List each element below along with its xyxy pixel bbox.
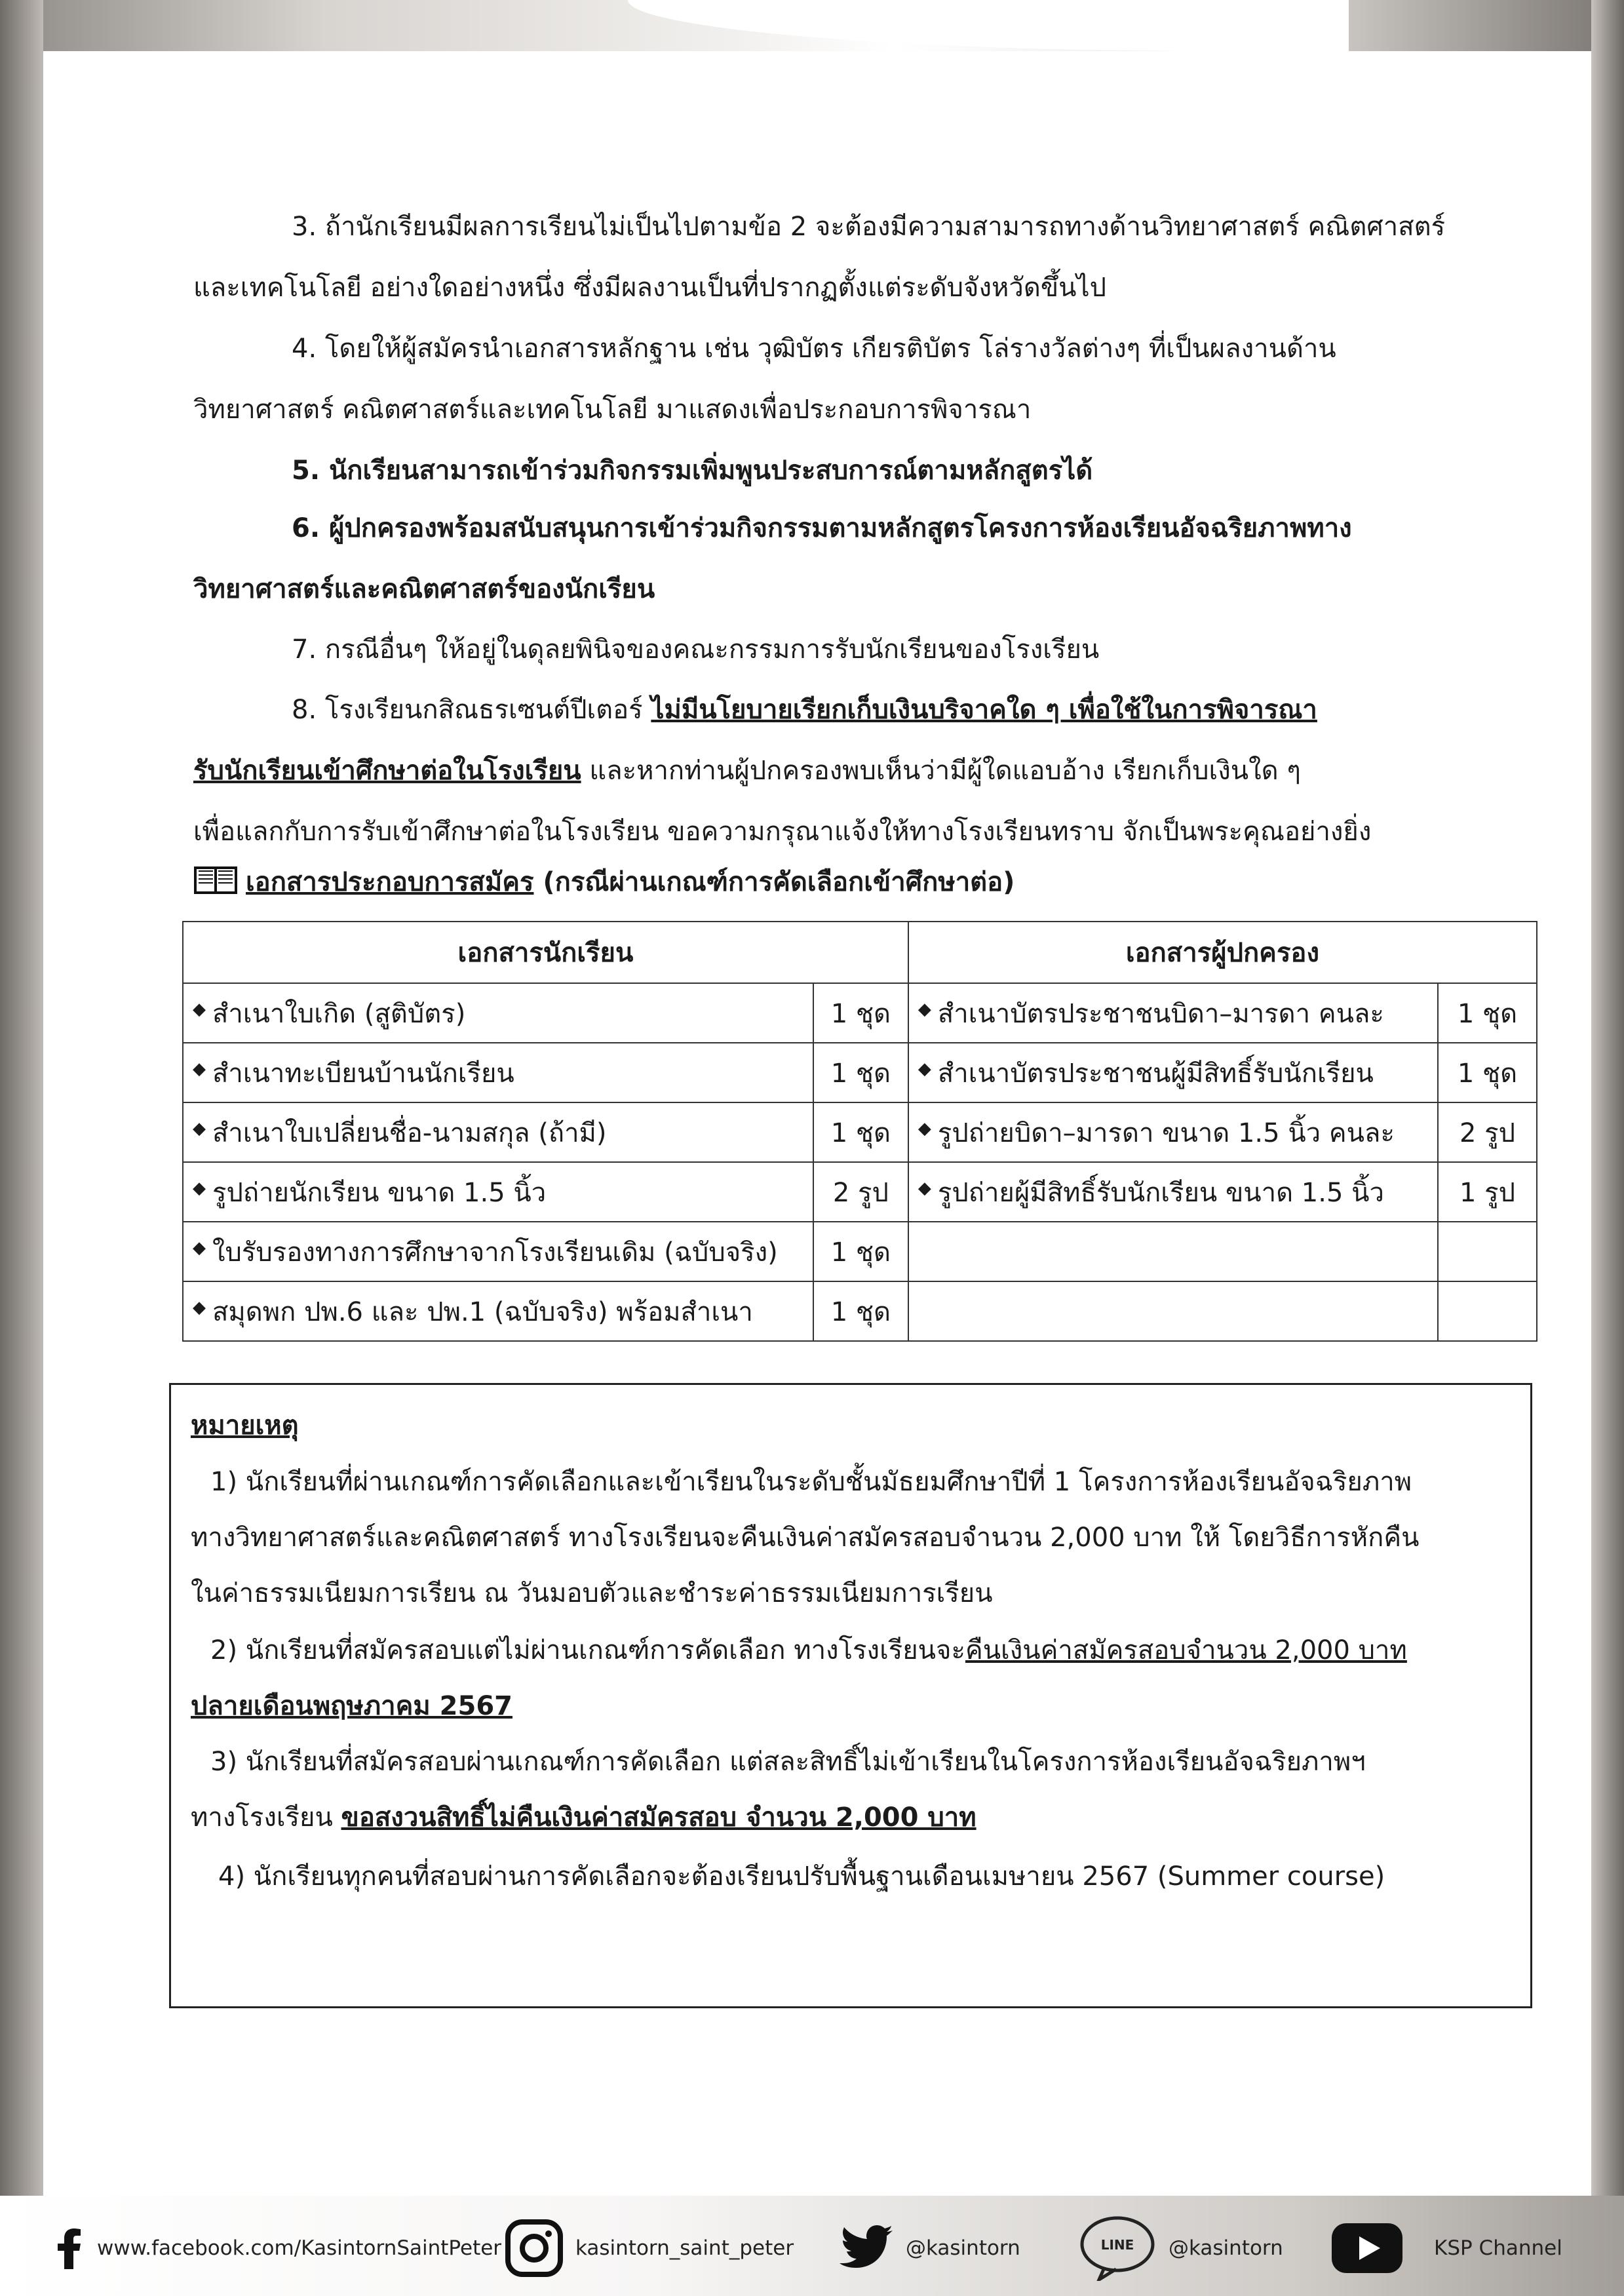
- diamond-bullet-icon: ◆: [193, 1297, 206, 1317]
- note-4: 4) นักเรียนทุกคนที่สอบผ่านการคัดเลือกจะต้องเรียนปรับพื้นฐานเดือนเมษายน 2567 (Summer course): [218, 1861, 1385, 1892]
- table-row: [183, 1222, 1537, 1281]
- parent-doc-label: สำเนาบัตรประชาชนผู้มีสิทธิ์รับนักเรียน: [937, 1058, 1374, 1089]
- diamond-bullet-icon: ◆: [918, 999, 931, 1019]
- diamond-bullet-icon: ◆: [193, 1118, 206, 1138]
- documents-section-header: [193, 856, 1015, 908]
- youtube-channel-text[interactable]: KSP Channel: [1434, 2236, 1562, 2260]
- documents-table: [182, 921, 1537, 1342]
- no-donation-policy-text: รับนักเรียนเข้าศึกษาต่อในโรงเรียน: [193, 756, 581, 786]
- note-text: ทางโรงเรียน: [191, 1802, 341, 1833]
- note-1-line-3: ในค่าธรรมเนียมการเรียน ณ วันมอบตัวและชำระค่าธรรมเนียมการเรียน: [191, 1578, 993, 1608]
- paragraph-text: และหากท่านผู้ปกครองพบเห็นว่ามีผู้ใดแอบอ้าง เรียกเก็บเงินใด ๆ: [581, 756, 1301, 786]
- paragraph-8: [193, 680, 1452, 863]
- note-3-line-1: 3) นักเรียนที่สมัครสอบผ่านเกณฑ์การคัดเลือก แต่สละสิทธิ์ไม่เข้าเรียนในโครงการห้องเรียนอัจฉริยภาพฯ: [210, 1747, 1366, 1777]
- section-subtitle: (กรณีผ่านเกณฑ์การคัดเลือกเข้าศึกษาต่อ): [533, 867, 1015, 897]
- footer-youtube[interactable]: [1330, 2227, 1562, 2269]
- paragraph-6: [193, 498, 1452, 620]
- no-refund-text: ขอสงวนสิทธิ์ไม่คืนเงินค่าสมัครสอบ จำนวน 2,000 บาท: [341, 1802, 976, 1833]
- parent-doc-cell: [908, 1102, 1438, 1162]
- table-row: [183, 1043, 1537, 1102]
- student-doc-cell: [183, 1043, 813, 1102]
- notes-box: [169, 1383, 1532, 2008]
- paragraph-text: และเทคโนโลยี อย่างใดอย่างหนึ่ง ซึ่งมีผลงานเป็นที่ปรากฏตั้งแต่ระดับจังหวัดขึ้นไป: [193, 273, 1107, 303]
- paragraph-text: 8. โรงเรียนกสิณธรเซนต์ปีเตอร์: [292, 695, 651, 725]
- facebook-link-text[interactable]: www.facebook.com/KasintornSaintPeter: [97, 2236, 502, 2260]
- paragraph-text: 6. ผู้ปกครองพร้อมสนับสนุนการเข้าร่วมกิจกรรมตามหลักสูตรโครงการห้องเรียนอัจฉริยภาพทาง: [292, 513, 1352, 543]
- student-documents-header: เอกสารนักเรียน: [183, 922, 908, 983]
- parent-doc-cell: [908, 1281, 1438, 1341]
- parent-doc-label: รูปถ่ายผู้มีสิทธิ์รับนักเรียน ขนาด 1.5 นิ้ว: [937, 1177, 1384, 1208]
- paragraph-text: เพื่อแลกกับการรับเข้าศึกษาต่อในโรงเรียน ขอความกรุณาแจ้งให้ทางโรงเรียนทราบ จักเป็นพระคุณอย่างยิ่ง: [193, 817, 1372, 847]
- parent-doc-cell: [908, 1043, 1438, 1102]
- student-doc-qty: 1 ชุด: [813, 1222, 908, 1281]
- student-doc-label: สมุดพก ปพ.6 และ ปพ.1 (ฉบับจริง) พร้อมสำเนา: [212, 1296, 753, 1327]
- paragraph-4: [193, 319, 1452, 440]
- instagram-handle-text[interactable]: kasintorn_saint_peter: [575, 2236, 794, 2260]
- student-doc-label: สำเนาใบเปลี่ยนชื่อ-นามสกุล (ถ้ามี): [212, 1118, 607, 1148]
- line-chat-icon: [1078, 2215, 1157, 2281]
- table-row: [183, 983, 1537, 1043]
- diamond-bullet-icon: ◆: [193, 1237, 206, 1258]
- diamond-bullet-icon: ◆: [918, 1178, 931, 1198]
- page-frame-right: [1591, 0, 1624, 2196]
- paragraph-3: [193, 197, 1452, 319]
- table-row: [183, 1162, 1537, 1222]
- page-frame-left: [0, 0, 43, 2196]
- parent-doc-label: รูปถ่ายบิดา–มารดา ขนาด 1.5 นิ้ว คนละ: [937, 1118, 1395, 1148]
- student-doc-cell: [183, 983, 813, 1043]
- student-doc-label: สำเนาทะเบียนบ้านนักเรียน: [212, 1058, 514, 1089]
- footer-instagram[interactable]: [505, 2227, 794, 2269]
- paragraph-text: 7. กรณีอื่นๆ ให้อยู่ในดุลยพินิจของคณะกรรมการรับนักเรียนของโรงเรียน: [292, 634, 1100, 665]
- page-frame-top: [0, 0, 1624, 51]
- twitter-bird-icon: [839, 2225, 894, 2271]
- line-handle-text[interactable]: @kasintorn: [1169, 2236, 1283, 2260]
- paragraph-7: [193, 619, 1452, 680]
- diamond-bullet-icon: ◆: [918, 1118, 931, 1138]
- parent-doc-qty: [1438, 1222, 1537, 1281]
- diamond-bullet-icon: ◆: [193, 1059, 206, 1079]
- footer-bar: [0, 2196, 1624, 2296]
- parent-doc-cell: [908, 983, 1438, 1043]
- parent-doc-label: สำเนาบัตรประชาชนบิดา–มารดา คนละ: [937, 998, 1384, 1029]
- section-title: เอกสารประกอบการสมัคร: [246, 867, 534, 897]
- parent-doc-qty: 2 รูป: [1438, 1102, 1537, 1162]
- student-doc-qty: 2 รูป: [813, 1162, 908, 1222]
- student-doc-cell: [183, 1102, 813, 1162]
- student-doc-cell: [183, 1222, 813, 1281]
- note-text: 2) นักเรียนที่สมัครสอบแต่ไม่ผ่านเกณฑ์การคัดเลือก ทางโรงเรียนจะ: [210, 1635, 965, 1665]
- paragraph-5: [193, 440, 1452, 501]
- student-doc-label: ใบรับรองทางการศึกษาจากโรงเรียนเดิม (ฉบับจริง): [212, 1237, 778, 1268]
- table-row: [183, 1102, 1537, 1162]
- line-icon-label: LINE: [1100, 2237, 1134, 2253]
- book-icon: [193, 866, 238, 895]
- student-doc-cell: [183, 1281, 813, 1341]
- paragraph-text: 5. นักเรียนสามารถเข้าร่วมกิจกรรมเพิ่มพูนประสบการณ์ตามหลักสูตรได้: [292, 456, 1093, 486]
- student-doc-qty: 1 ชุด: [813, 1281, 908, 1341]
- parent-doc-cell: [908, 1162, 1438, 1222]
- note-3-line-2: [191, 1798, 976, 1837]
- facebook-icon: [52, 2227, 85, 2269]
- footer-twitter[interactable]: [839, 2227, 1020, 2269]
- refund-amount-text: คืนเงินค่าสมัครสอบจำนวน 2,000 บาท: [965, 1635, 1407, 1665]
- note-1-line-2: ทางวิทยาศาสตร์และคณิตศาสตร์ ทางโรงเรียนจะคืนเงินค่าสมัครสอบจำนวน 2,000 บาท ให้ โดยวิธีการหักคืน: [191, 1523, 1420, 1553]
- note-1-line-1: 1) นักเรียนที่ผ่านเกณฑ์การคัดเลือกและเข้าเรียนในระดับชั้นมัธยมศึกษาปีที่ 1 โครงการห้องเรียนอัจฉริยภาพ: [210, 1467, 1412, 1497]
- note-2-line-1: [210, 1631, 1407, 1670]
- paragraph-text: 3. ถ้านักเรียนมีผลการเรียนไม่เป็นไปตามข้อ 2 จะต้องมีความสามารถทางด้านวิทยาศาสตร์ คณิตศาสตร์: [292, 212, 1446, 242]
- table-header-row: [183, 922, 1537, 983]
- note-2-line-2: ปลายเดือนพฤษภาคม 2567: [191, 1691, 512, 1721]
- table-row: [183, 1281, 1537, 1341]
- student-doc-label: สำเนาใบเกิด (สูติบัตร): [212, 998, 466, 1029]
- parent-doc-qty: 1 ชุด: [1438, 1043, 1537, 1102]
- parent-documents-header: เอกสารผู้ปกครอง: [908, 922, 1537, 983]
- paragraph-text: 4. โดยให้ผู้สมัครนำเอกสารหลักฐาน เช่น วุฒิบัตร เกียรติบัตร โล่รางวัลต่างๆ ที่เป็นผลงานด้าน: [292, 334, 1336, 364]
- parent-doc-qty: 1 รูป: [1438, 1162, 1537, 1222]
- footer-line[interactable]: [1078, 2227, 1283, 2269]
- youtube-icon: [1330, 2222, 1404, 2274]
- twitter-handle-text[interactable]: @kasintorn: [906, 2236, 1020, 2260]
- notes-title: หมายเหตุ: [191, 1411, 299, 1441]
- instagram-icon: [505, 2219, 564, 2278]
- paragraph-text: วิทยาศาสตร์และคณิตศาสตร์ของนักเรียน: [193, 574, 655, 604]
- no-donation-policy-text: ไม่มีนโยบายเรียกเก็บเงินบริจาคใด ๆ เพื่อใช้ในการพิจารณา: [651, 695, 1317, 725]
- parent-doc-qty: [1438, 1281, 1537, 1341]
- student-doc-qty: 1 ชุด: [813, 1102, 908, 1162]
- student-doc-qty: 1 ชุด: [813, 1043, 908, 1102]
- footer-facebook[interactable]: [52, 2227, 501, 2269]
- paragraph-text: วิทยาศาสตร์ คณิตศาสตร์และเทคโนโลยี มาแสดงเพื่อประกอบการพิจารณา: [193, 395, 1032, 425]
- student-doc-qty: 1 ชุด: [813, 983, 908, 1043]
- student-doc-cell: [183, 1162, 813, 1222]
- diamond-bullet-icon: ◆: [918, 1059, 931, 1079]
- diamond-bullet-icon: ◆: [193, 1178, 206, 1198]
- parent-doc-qty: 1 ชุด: [1438, 983, 1537, 1043]
- student-doc-label: รูปถ่ายนักเรียน ขนาด 1.5 นิ้ว: [212, 1177, 547, 1208]
- parent-doc-cell: [908, 1222, 1438, 1281]
- diamond-bullet-icon: ◆: [193, 999, 206, 1019]
